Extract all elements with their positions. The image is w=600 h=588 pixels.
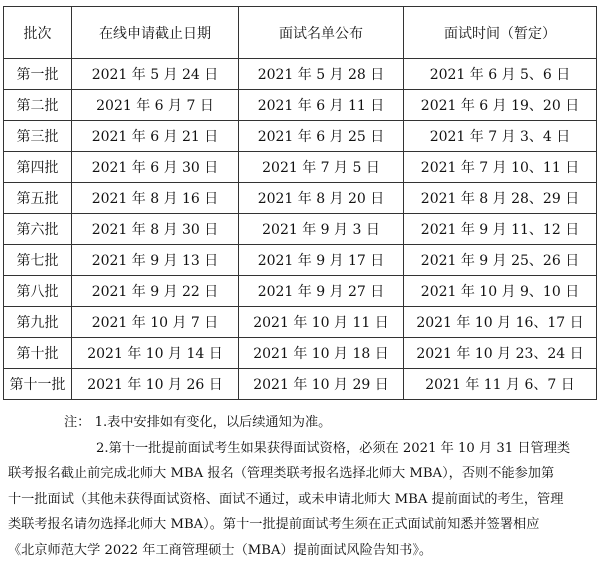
interview-cell: 2021 年 7 月 3、4 日	[404, 121, 597, 152]
table-row	[4, 59, 597, 90]
deadline-cell: 2021 年 9 月 22 日	[72, 276, 239, 307]
note-2-line: 联考报名截止前完成北师大 MBA 报名（管理类联考报名选择北师大 MBA），否则不能参加第	[8, 466, 555, 481]
publish-cell: 2021 年 10 月 29 日	[239, 369, 404, 400]
note-2-line: 《北京师范大学 2022 年工商管理硕士（MBA）提前面试风险告知书》。	[8, 542, 433, 558]
batch-cell: 第五批	[4, 183, 72, 214]
header-deadline: 在线申请截止日期	[72, 7, 239, 59]
publish-cell: 2021 年 9 月 27 日	[239, 276, 404, 307]
interview-cell: 2021 年 6 月 19、20 日	[404, 90, 597, 121]
deadline-cell: 2021 年 6 月 30 日	[72, 152, 239, 183]
deadline-cell: 2021 年 8 月 30 日	[72, 214, 239, 245]
publish-cell: 2021 年 6 月 11 日	[239, 90, 404, 121]
publish-cell: 2021 年 5 月 28 日	[239, 59, 404, 90]
header-batch: 批次	[4, 7, 72, 59]
deadline-cell: 2021 年 6 月 7 日	[72, 90, 239, 121]
batch-cell: 第四批	[4, 152, 72, 183]
header-list-publish: 面试名单公布	[239, 7, 404, 59]
publish-cell: 2021 年 9 月 3 日	[239, 214, 404, 245]
notes-section	[8, 410, 593, 563]
table-row	[4, 338, 597, 369]
table-row	[4, 307, 597, 338]
note-1: 注： 1.表中安排如有变化，以后续通知为准。	[64, 415, 332, 430]
deadline-cell: 2021 年 6 月 21 日	[72, 121, 239, 152]
table-row	[4, 369, 597, 400]
deadline-cell: 2021 年 8 月 16 日	[72, 183, 239, 214]
publish-cell: 2021 年 9 月 17 日	[239, 245, 404, 276]
batch-cell: 第六批	[4, 214, 72, 245]
interview-cell: 2021 年 9 月 25、26 日	[404, 245, 597, 276]
deadline-cell: 2021 年 10 月 7 日	[72, 307, 239, 338]
table-row	[4, 121, 597, 152]
batch-cell: 第十批	[4, 338, 72, 369]
batch-cell: 第九批	[4, 307, 72, 338]
schedule-table	[3, 6, 597, 400]
interview-cell: 2021 年 11 月 6、7 日	[404, 369, 597, 400]
deadline-cell: 2021 年 5 月 24 日	[72, 59, 239, 90]
deadline-cell: 2021 年 10 月 26 日	[72, 369, 239, 400]
table-row	[4, 183, 597, 214]
interview-cell: 2021 年 8 月 28、29 日	[404, 183, 597, 214]
interview-cell: 2021 年 9 月 11、12 日	[404, 214, 597, 245]
publish-cell: 2021 年 10 月 18 日	[239, 338, 404, 369]
table-row	[4, 90, 597, 121]
table-row	[4, 214, 597, 245]
publish-cell: 2021 年 8 月 20 日	[239, 183, 404, 214]
publish-cell: 2021 年 7 月 5 日	[239, 152, 404, 183]
deadline-cell: 2021 年 10 月 14 日	[72, 338, 239, 369]
interview-cell: 2021 年 6 月 5、6 日	[404, 59, 597, 90]
table-row	[4, 276, 597, 307]
batch-cell: 第八批	[4, 276, 72, 307]
header-row	[4, 7, 597, 59]
table-row	[4, 152, 597, 183]
interview-cell: 2021 年 10 月 23、24 日	[404, 338, 597, 369]
header-interview-time: 面试时间（暂定）	[404, 7, 597, 59]
note-2-line: 类联考报名请勿选择北师大 MBA）。第十一批提前面试考生须在正式面试前知悉并签署相应	[8, 517, 540, 532]
note-2-line: 2.第十一批提前面试考生如果获得面试资格，必须在 2021 年 10 月 31 日管理类	[96, 440, 571, 456]
batch-cell: 第二批	[4, 90, 72, 121]
interview-cell: 2021 年 7 月 10、11 日	[404, 152, 597, 183]
publish-cell: 2021 年 6 月 25 日	[239, 121, 404, 152]
interview-cell: 2021 年 10 月 16、17 日	[404, 307, 597, 338]
batch-cell: 第三批	[4, 121, 72, 152]
note-2-line: 十一批面试（其他未获得面试资格、面试不通过，或未申请北师大 MBA 提前面试的考生，管理	[8, 491, 564, 507]
publish-cell: 2021 年 10 月 11 日	[239, 307, 404, 338]
interview-cell: 2021 年 10 月 9、10 日	[404, 276, 597, 307]
deadline-cell: 2021 年 9 月 13 日	[72, 245, 239, 276]
batch-cell: 第一批	[4, 59, 72, 90]
table-row	[4, 245, 597, 276]
batch-cell: 第十一批	[4, 369, 72, 400]
batch-cell: 第七批	[4, 245, 72, 276]
